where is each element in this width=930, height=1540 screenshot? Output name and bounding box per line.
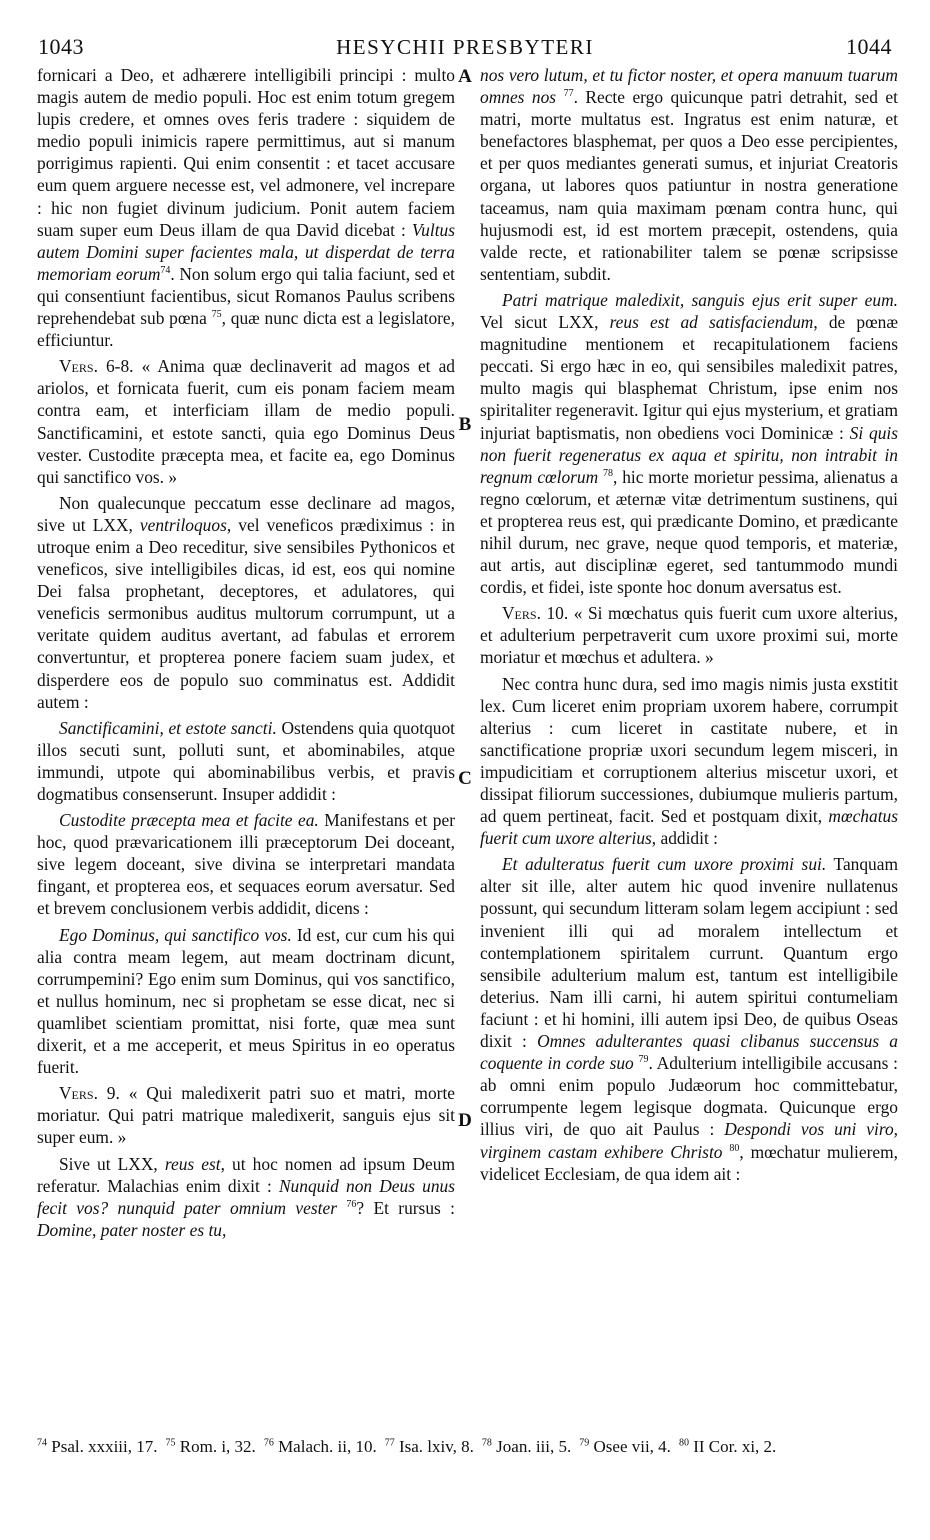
text-run: « Qui maledixerit patri suo et matri, morte moriatur. Qui patri matrique maledixerit, sanguis ejus sit super eum. » [37, 1083, 455, 1148]
paragraph [37, 1153, 455, 1241]
margin-marker-d: D [458, 1110, 472, 1131]
paragraph [37, 1082, 455, 1148]
footnote [579, 1437, 671, 1456]
text-run: , quæ nunc dicta est a legislatore, efficiuntur. [37, 308, 455, 351]
footnote-number: 75 [165, 1437, 176, 1449]
text-run [556, 87, 563, 107]
footnote-number: 79 [579, 1437, 590, 1449]
right-column [480, 64, 898, 1189]
italic-text: Vultus autem Domini super facientes mala, ut disperdat de terra memoriam eorum [37, 219, 455, 284]
footnote-text: Rom. i, 32. [175, 1437, 256, 1456]
paragraph [37, 355, 455, 488]
text-run: , ut hoc nomen ad ipsum Deum referatur. Malachias enim dixit : [37, 1153, 455, 1196]
footnote-ref: 80 [729, 1142, 740, 1154]
margin-marker-a: A [458, 66, 472, 87]
italic-text: Omnes adulterantes quasi clibanus succensus a coquente in corde suo [480, 1031, 898, 1074]
footnote-text: Osee vii, 4. [589, 1437, 671, 1456]
text-run: Ostendens quia quotquot illos secuti sunt, polluti sunt, et abominabiles, atque immundi, utpote qui abominabilibus verbis, et pravis dogmatibus consenserunt. Insuper addidit : [37, 717, 455, 804]
italic-text: nos vero lutum, et tu fictor noster, et opera manuum tuarum omnes nos [480, 65, 898, 108]
italic-text: Nunquid non Deus unus fecit vos? nunquid pater omnium vester [37, 1175, 455, 1218]
footnote-number: 77 [384, 1437, 395, 1449]
paragraph [480, 673, 898, 850]
text-run: , mœchatur mulierem, videlicet Ecclesiam, de qua idem ait : [480, 1141, 898, 1184]
margin-marker-c: C [458, 768, 472, 789]
text-run: Non qualecunque peccatum esse declinare ad magos, sive ut LXX, [37, 492, 455, 535]
text-run: , addidit : [651, 828, 718, 849]
footnote-ref: 78 [603, 467, 614, 479]
italic-text: reus est [164, 1153, 221, 1174]
footnote [385, 1437, 474, 1456]
text-run: . Adulterium intelligibile accusans : ab omni enim populo Judæorum hoc committebatur, corrumpente legem legisque dogmata. Quicunque ergo illius viri, de quo ait Paulus : [480, 1053, 898, 1140]
footnote-ref: 75 [211, 309, 222, 321]
paragraph [37, 924, 455, 1079]
paragraph [480, 602, 898, 668]
footnote-number: 76 [263, 1437, 274, 1449]
page-number-left: 1043 [38, 34, 84, 59]
verse-label: Vers. 6-8. [59, 356, 134, 377]
footnote-ref: 76 [346, 1198, 357, 1210]
text-run [337, 1198, 346, 1218]
left-column [37, 64, 455, 1245]
footnote-text: Joan. iii, 5. [491, 1437, 572, 1456]
text-run: Id est, cur cum his qui alia contra meam legem, aut meam doctrinam dicunt, corrumpemini? Ego enim sum Dominus, qui vos sanctifico, et nullus hominum, nec si prophetam se esse dicat, nec si quamlibet scientiam promittat, nisi forte, quæ mea sunt dixerit, et a me acceperit, et meus Spiritus in eo operatus fuerit. [37, 924, 455, 1078]
italic-text: Ego Dominus, qui sanctifico vos. [59, 924, 292, 945]
text-run: Nec contra hunc dura, sed imo magis nimis justa exstitit lex. Cum liceret enim propriam uxorem habere, corrumpit alterius : cum liceret in castitate nubere, et in sanctificatione propriæ uxori secundum legem misceri, in impudicitiam et corruptionem alterius miscetur uxori, et dissipat filiorum successiones, dubiumque mulieris partum, ad quem pertineat, facit. Sed et postquam dixit, [480, 673, 898, 827]
paragraph [37, 809, 455, 919]
text-run: Vel sicut LXX, [480, 312, 610, 333]
paragraph [480, 289, 898, 598]
paragraph [37, 717, 455, 805]
footnote-ref: 77 [563, 88, 574, 100]
paragraph [480, 64, 898, 285]
footnote [264, 1437, 377, 1456]
footnote [482, 1437, 571, 1456]
italic-text: Et adulteratus fuerit cum uxore proximi sui. [502, 854, 827, 875]
text-run: , vel veneficos prædiximus : in utroque enim a Deo receditur, sive sensibiles Pythonicos et veneficos, sive intelligibiles dicas, id est, eos qui nomine Dei falsa prophetant, deceptores, et adulatores, qui veneficis sermonibus auditus multorum corrumpunt, ut a veritate quidem auditus avertant, ad fabulas et errorem convertuntur, et propterea ponere faciem suam judex, et disperdere eos de populo suo comminatus est. Addidit autem : [37, 514, 455, 712]
text-run: « Si mœchatus quis fuerit cum uxore alterius, et adulterium perpetraverit cum uxore proximi sui, morte moriatur et mœchus et adultera. » [480, 603, 898, 668]
footnote-text: Psal. xxxiii, 17. [47, 1437, 158, 1456]
text-run: Sive ut LXX, [59, 1153, 165, 1174]
italic-text: Despondi vos uni viro, virginem castam exhibere Christo [480, 1119, 898, 1162]
footnote [166, 1437, 256, 1456]
text-run: , hic morte morietur pessima, alienatus a regno cœlorum, et æternæ vitæ detrimentum sustinens, qui et propterea reus est, qui prædicante Domino, et prædicante nihil durum, nec grave, neque quod temporis, et materiæ, aut artis, aut disciplinæ egeret, sed tantummodo mundi cordis, et fidei, iste sponte hoc donum aversatus est. [480, 466, 899, 598]
italic-text: Si quis non fuerit regeneratus ex aqua et spiritu, non intrabit in regnum cœlorum [480, 422, 898, 487]
footnote-number: 74 [37, 1437, 47, 1449]
italic-text: Sanctificamini, et estote sancti. [59, 717, 277, 738]
text-run: . Non solum ergo qui talia faciunt, sed et qui consentiunt facientibus, sicut Romanos Paulus scribens reprehendebat sub pœna [37, 263, 455, 329]
footnote-number: 78 [481, 1437, 492, 1449]
footnotes [37, 1436, 897, 1458]
italic-text: Patri matrique maledixit, sanguis ejus erit super eum. [502, 289, 898, 310]
text-run: « Anima quæ declinaverit ad magos et ad ariolos, et fornicata fuerit, cum eis ponam faciem meam contra eam, et interficiam illam de medio populi. Sanctificamini, et estote sancti, quia ego Dominus Deus vester. Custodite præcepta mea, et facite ea, ego Dominus qui sanctifico vos. » [37, 356, 455, 487]
footnote-text: Isa. lxiv, 8. [394, 1437, 474, 1456]
text-run: Manifestans et per hoc, quod prævaricationem illi præceptorum Dei doceant, sive legem doceant, sive divina se interpretari mandata fingant, et propterea eos, et sequaces eorum aversatur. Sed et brevem conclusionem verbis addidit, dicens : [37, 810, 455, 919]
text-run: fornicari a Deo, et adhærere intelligibili principi : multo magis autem de medio populi. Hoc est enim totum gregem lupis credere, et omnes oves feris tradere : siquidem de medio populi inimicis rapere permittimus, aut si manum porrigimus rapienti. Qui enim consentit : et tacet accusare eum quem arguere necesse est, vel admonere, vel increpare : hic non fugiet divinum judicium. Ponit autem faciem suam super eum Deus illam de qua David dicebat : [37, 65, 455, 240]
paragraph [37, 64, 455, 351]
italic-text: mœchatus fuerit cum uxore alterius [480, 806, 898, 849]
text-run: . Recte ergo quicunque patri detrahit, sed et matri, morte multatus est. Ingratus est enim naturæ, et benefactores blasphemat, per quos a Deo esse percipientes, et per quos mediantes generati sumus, et injuriat Creatoris organa, ut labores quos patiuntur in nostra generatione taceamus, nam quia maximam pœnam contra hunc, qui hujusmodi est, id est mortem præcepit, ostendens, quia valde recte, et rationabiliter talem se pœnæ scripsisse sententiam, subdit. [480, 87, 898, 284]
verse-label: Vers. 10. [502, 603, 569, 624]
text-run: , de pœnæ magnitudine mentionem et recapitulationem faciens peccati. Si ergo hæc in eo, qui sensibiles maledixit patres, multo magis qui blasphemat Christum, ipse enim nos spiritaliter regeneravit. Igitur qui ejus mysterium, et gratiam injuriat baptismatis, non obediens voci Dominicæ : [480, 312, 898, 443]
text-run: Tanquam alter sit ille, alter autem hic quod invenire nullatenus possunt, qui secundum litteram solam legem accipiunt : sed invenient illi qui ad moralem intellectum et contemplationem spiritalem currunt. Quantum ergo sensibile adulterium malum est, tantum est intelligibile deterius. Nam illi carni, hi autem spiritui contumeliam faciunt : et hi homini, illi autem ipsi Deo, de quibus Oseas dixit : [480, 854, 899, 1052]
footnote [37, 1437, 158, 1456]
margin-marker-b: B [458, 414, 472, 435]
italic-text: Custodite præcepta mea et facite ea. [59, 810, 319, 831]
footnote-number: 80 [678, 1437, 689, 1449]
italic-text: ventriloquos [139, 514, 227, 535]
page-number-right: 1044 [846, 34, 892, 59]
italic-text: reus est ad satisfaciendum [609, 312, 814, 333]
footnote-ref: 79 [638, 1054, 649, 1066]
footnote-text: II Cor. xi, 2. [688, 1437, 777, 1456]
footnote-ref: 74 [160, 265, 171, 277]
italic-text: Domine, pater noster es tu, [37, 1219, 227, 1240]
footnote [679, 1437, 776, 1456]
paragraph [37, 492, 455, 713]
footnote-text: Malach. ii, 10. [273, 1437, 377, 1456]
running-title: HESYCHII PRESBYTERI [336, 35, 594, 59]
text-run: ? Et rursus : [356, 1197, 455, 1218]
paragraph [480, 853, 898, 1184]
verse-label: Vers. 9. [59, 1083, 120, 1104]
